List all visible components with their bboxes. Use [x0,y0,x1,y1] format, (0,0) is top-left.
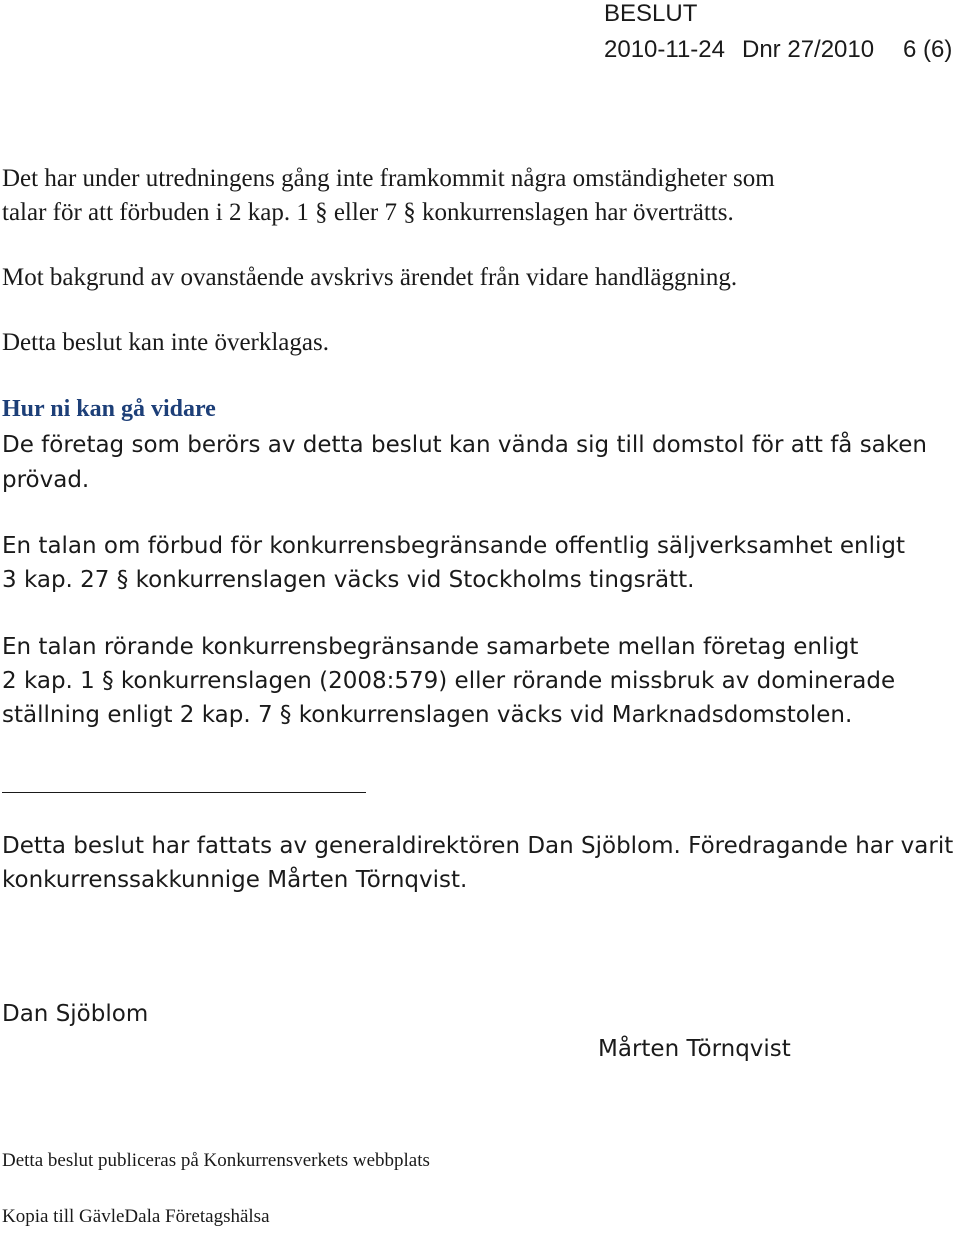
appeal-paragraph-3-line-2: 2 kap. 1 § konkurrenslagen (2008:579) eller rörande missbruk av dominerade [2,668,896,694]
appeal-paragraph-1-line-2: prövad. [2,467,90,493]
appeal-paragraph-3-line-1: En talan rörande konkurrensbegränsande samarbete mellan företag enligt [2,634,859,660]
document-type: BESLUT [604,0,698,27]
document-date: 2010-11-24 [604,36,725,63]
paragraph-2: Mot bakgrund av ovanstående avskrivs ärendet från vidare handläggning. [2,264,738,291]
paragraph-3: Detta beslut kan inte överklagas. [2,329,329,356]
section-divider [2,792,366,793]
paragraph-1-line-1: Det har under utredningens gång inte framkommit några omständigheter som [2,165,775,192]
decision-by-line-2: konkurrenssakkunnige Mårten Törnqvist. [2,867,468,893]
appeal-paragraph-2-line-1: En talan om förbud för konkurrensbegränsande offentlig säljverksamhet enligt [2,533,905,559]
appeal-paragraph-2-line-2: 3 kap. 27 § konkurrenslagen väcks vid Stockholms tingsrätt. [2,567,695,593]
paragraph-1-line-2: talar för att förbuden i 2 kap. 1 § eller 7 § konkurrenslagen har överträtts. [2,199,734,226]
signer-2-name: Mårten Törnqvist [598,1036,791,1062]
document-dnr: Dnr 27/2010 [742,36,875,63]
copy-note: Kopia till GävleDala Företagshälsa [2,1206,270,1227]
decision-by-line-1: Detta beslut har fattats av generaldirektören Dan Sjöblom. Föredragande har varit [2,833,954,859]
appeal-paragraph-1-line-1: De företag som berörs av detta beslut kan vända sig till domstol för att få saken [2,432,927,458]
appeal-paragraph-3-line-3: ställning enligt 2 kap. 7 § konkurrenslagen väcks vid Marknadsdomstolen. [2,702,853,728]
publish-note: Detta beslut publiceras på Konkurrensverkets webbplats [2,1150,430,1171]
signer-1-name: Dan Sjöblom [2,1001,149,1027]
page-number: 6 (6) [903,36,953,63]
section-heading-appeal: Hur ni kan gå vidare [2,396,216,422]
